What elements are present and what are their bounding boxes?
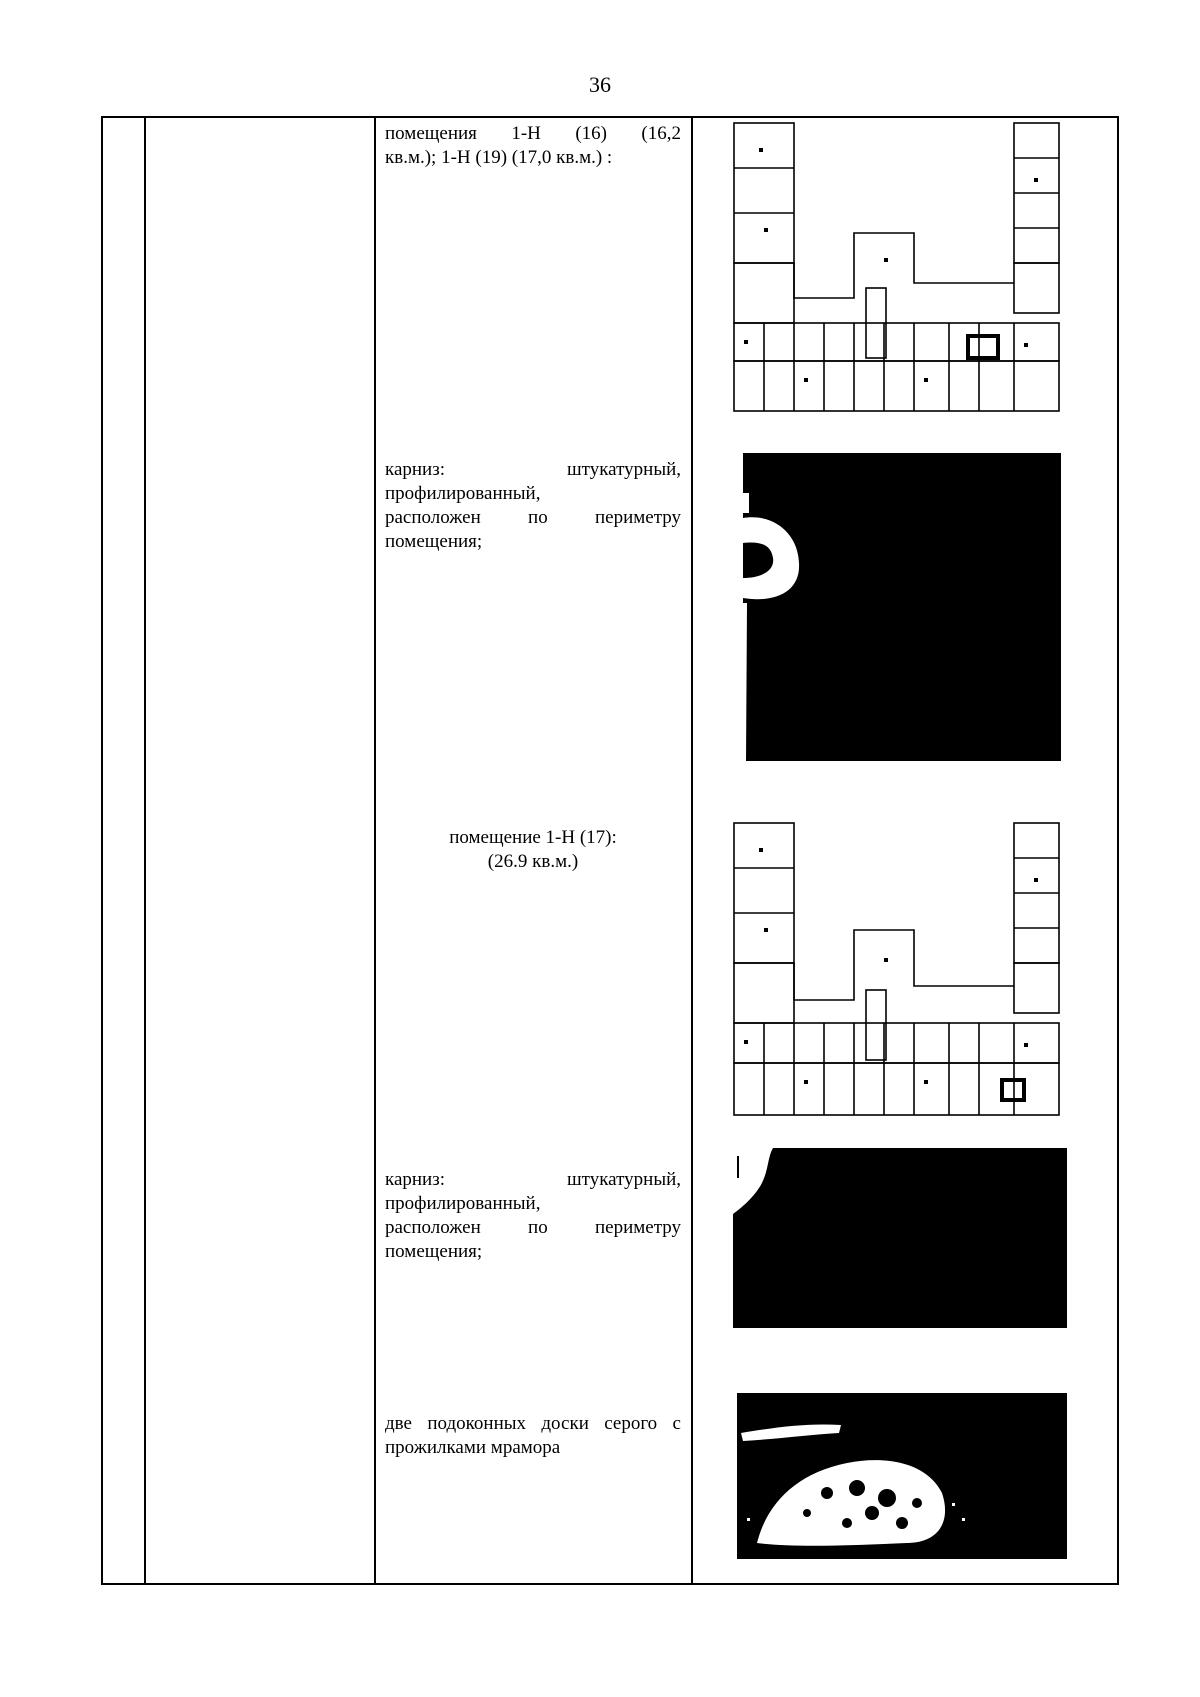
text-line: помещения 1-Н (16) (16,2 [385,123,681,144]
text-line: профилированный, [385,483,541,504]
column-divider [691,118,693,1583]
text-line: прожилками мрамора [385,1437,561,1458]
text-line: профилированный, [385,1193,541,1214]
text-line: (26.9 кв.м.) [487,851,579,872]
text-line: карниз: штукатурный, [385,459,681,480]
text-line: карниз: штукатурный, [385,1169,681,1190]
text-line: помещения; [385,1241,483,1262]
column-divider [144,118,146,1583]
text-line: помещения; [385,531,483,552]
floor-plan-image [724,118,1084,423]
windowsill-photo [737,1393,1067,1559]
floor-plan-image [724,818,1084,1126]
cornice-photo [743,453,1061,761]
column-divider [374,118,376,1583]
text-line: расположен по периметру [385,507,681,528]
text-line: две подоконных доски серого с [385,1413,681,1434]
cornice-photo [733,1148,1067,1328]
text-line: расположен по периметру [385,1217,681,1238]
row-5-description [385,1412,681,1460]
document-table [101,116,1119,1585]
row-4-description [385,1168,681,1264]
text-line: помещение 1-Н (17): [449,827,617,848]
row-2-description [385,458,681,554]
text-line: кв.м.); 1-Н (19) (17,0 кв.м.) : [385,147,613,168]
row-3-description [385,826,681,874]
page-number: 36 [589,72,611,97]
row-1-description [385,122,681,170]
